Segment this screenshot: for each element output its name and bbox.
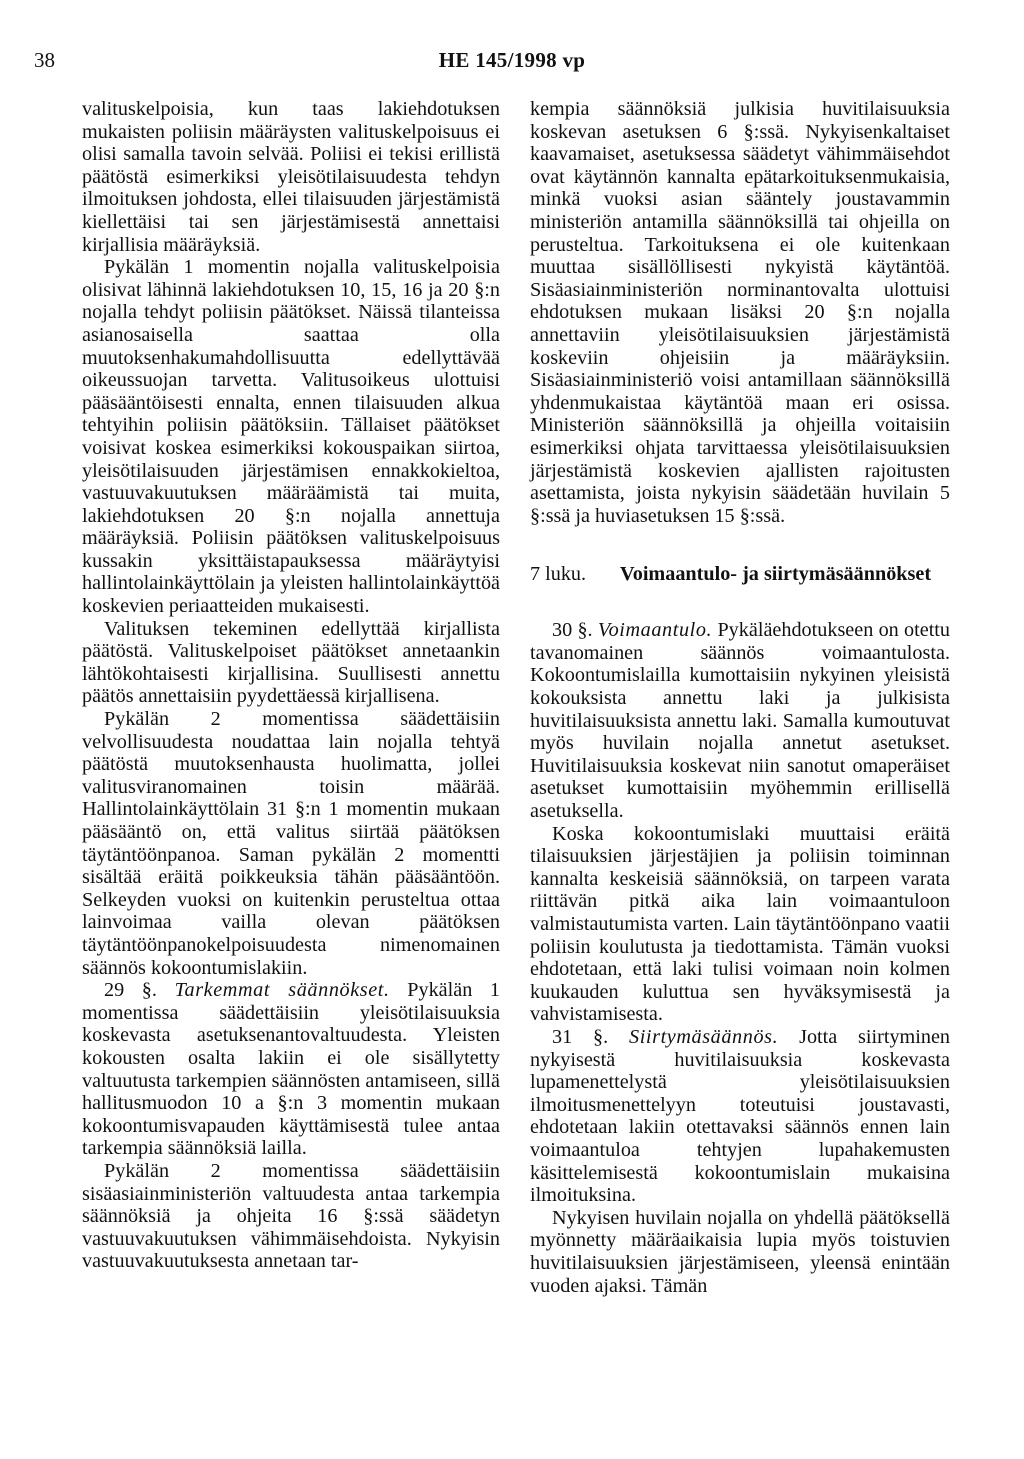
paragraph: Pykälän 2 momentissa säädettäisiin velvollisuudesta noudattaa lain nojalla tehtyä päätöstä muutoksenhausta huolimatta, jollei valitusviranomainen toisin määrää. Hallintolainkäyttölain 31 §:n 1 momentin mukaan pääsääntö on, että valitus siirtää päätöksen täytäntöönpanoa. Saman pykälän 2 momentti sisältää eräitä poikkeuksia tähän pääsääntöön. Selkeyden vuoksi on kuitenkin perusteltua ottaa lainvoimaa vailla olevan päätöksen täytäntöönpanokelpoisuudesta nimenomainen säännös kokoontumislakiin. [82, 708, 500, 979]
section-text: Pykälän 1 momentissa säädettäisiin yleisötilaisuuksia koskevasta asetuksenantovaltuudesta. Yleisten kokousten osalta lakiin ei ole sisällytetty valtuutusta tarkempien säännösten antamiseen, sillä hallitusmuodon 10 a §:n 3 momentin mukaan kokoontumisvapauden käyttämisestä tulee antaa tarkempia säännöksiä laillа. [82, 979, 500, 1160]
section-text: Pykäläehdotukseen on otettu tavanomainen säännös voimaantulosta. Kokoontumislailla kumottaisiin nykyinen yleisistä kokouksista annettu laki ja julkisista huvitilaisuuksista annettu laki. Samalla kumoutuvat myös huvilain nojalla annetut asetukset. Huvitilaisuuksia koskevat niin sanotut omaperäiset asetukset kumottaisiin myöhemmin erillisellä asetuksella. [530, 619, 951, 823]
paragraph: Nykyisen huvilain nojalla on yhdellä päätöksellä myönnetty määräaikaisia lupia myös toistuvien huvitilaisuuksien järjestämiseen, yleensä enintään vuoden ajaksi. Tämän [530, 1206, 950, 1297]
section-text: Jotta siirtyminen nykyisestä huvitilaisuuksia koskevasta lupamenettelystä yleisötilaisuuksien ilmoitusmenettelyyn toteutuisi joustavasti, ehdotetaan lakiin otettavaksi säännös ennen lain voimaantuloa tehtyjen lupahakemusten käsittelemisestä kokoontumislain mukaisina ilmoituksina. [530, 1025, 950, 1207]
section-heading: Voimaantulo. [597, 619, 713, 642]
section-30-paragraph [530, 619, 950, 822]
paragraph: Pykälän 1 momentin nojalla valituskelpoisia olisivat lähinnä lakiehdotuksen 10, 15, 16 ja 20 §:n nojalla tehdyt poliisin päätökset. Näissä tilanteissa asianosaisella saattaa olla muutoksenhakumahdollisuutta edellyttävää oikeussuojan tarvetta. Valitusoikeus ulottuisi pääsääntöisesti ennalta, ennen tilaisuuden alkua tehtyihin poliisin päätöksiin. Tällaiset päätökset voisivat koskea esimerkiksi kokouspaikan siirtoa, yleisötilaisuuden järjestämisen ennakkokieltoa, vastuuvakuutuksen määräämistä tai muita, lakiehdotuksen 20 §:n nojalla annettuja määräyksiä. Poliisin päätöksen valituskelpoisuus kussakin yksittäistapauksessa määräytyisi hallintolainkäyttölain ja yleisten hallintolainkäyttöä koskevien periaatteiden mukaisesti. [82, 256, 500, 618]
right-column [530, 98, 950, 1297]
paragraph: kempia säännöksiä julkisia huvitilaisuuksia koskevan asetuksen 6 §:ssä. Nykyisenkaltaiset kaavamaiset, asetuksessa säädetyt vähimmäisehdot ovat käytännön kannalta epätarkoituksenmukaisia, minkä vuoksi asian sääntely joustavammin ministeriön antamilla säännöksillä tai ohjeilla on perusteltua. Tarkoituksena ei ole kuitenkaan muuttaa sisällöllisesti nykyistä käytäntöä. Sisäasiainministeriön norminantovalta ulottuisi ehdotuksen mukaan lisäksi 20 §:n nojalla annettaviin yleisötilaisuuksien järjestämistä koskeviin ohjeisiin ja määräyksiin. Sisäasiainministeriö voisi antamillaan säännöksillä yhdenmukaistaa käytäntöä maan eri osissa. Ministeriön säännöksillä ja ohjeilla voitaisiin esimerkiksi ohjata tarvittaessa yleisötilaisuuksien järjestämistä koskevien ajallisten rajoitusten asettamista, joista nykyisin säädetään huvilain 5 §:ssä ja huviasetuksen 15 §:ssä. [530, 98, 950, 527]
paragraph: Valituksen tekeminen edellyttää kirjallista päätöstä. Valituskelpoiset päätökset annetaankin lähtökohtaisesti kirjallisina. Suullisesti annettu päätös annettaisiin pyydettäessä kirjallisena. [82, 617, 500, 708]
document-id: HE 145/1998 vp [438, 48, 586, 72]
page-header [0, 48, 1024, 78]
section-number: 30 §. [552, 619, 598, 642]
left-column [82, 98, 500, 1273]
chapter-title: Voimaantulo- ja siirtymäsäännökset [620, 563, 932, 586]
page-number: 38 [34, 48, 55, 72]
section-number: 29 §. [104, 979, 175, 1002]
chapter-heading [530, 563, 950, 585]
paragraph: Koska kokoontumislaki muuttaisi eräitä tilaisuuksien järjestäjien ja poliisin toiminnan kannalta keskeisiä säännöksiä, on tarpeen varata riittävän pitkä aika lain voimaantuloon valmistautumista varten. Lain täytäntöönpano vaatii poliisin koulutusta ja tiedottamista. Tämän vuoksi ehdotetaan, että laki tulisi voimaan noin kolmen kuukauden kuluttua sen hyväksymisestä ja vahvistamisesta. [530, 822, 950, 1026]
paragraph: Pykälän 2 momentissa säädettäisiin sisäasiainministeriön valtuudesta antaa tarkempia säännöksiä ja ohjeita 16 §:ssä säädetyn vastuuvakuutuksen vähimmäisehdoista. Nykyisin vastuuvakuutuksesta annetaan tar- [82, 1159, 500, 1273]
section-heading: Tarkemmat säännökset. [174, 979, 390, 1002]
section-31-paragraph [530, 1026, 950, 1207]
section-number: 31 §. [552, 1025, 629, 1048]
chapter-number: 7 luku. [530, 563, 587, 586]
section-heading: Siirtymäsäännös. [629, 1025, 779, 1048]
section-29-paragraph [82, 979, 500, 1160]
paragraph: valituskelpoisia, kun taas lakiehdotuksen mukaisten poliisin määräysten valituskelpoisuus ei olisi samalla tavoin selvää. Poliisi ei tekisi erillistä päätöstä esimerkiksi yleisötilaisuudesta tehdyn ilmoituksen johdosta, ellei tilaisuuden järjestämistä kiellettäisi tai sen järjestämisestä annettaisi kirjallisia määräyksiä. [82, 98, 500, 256]
